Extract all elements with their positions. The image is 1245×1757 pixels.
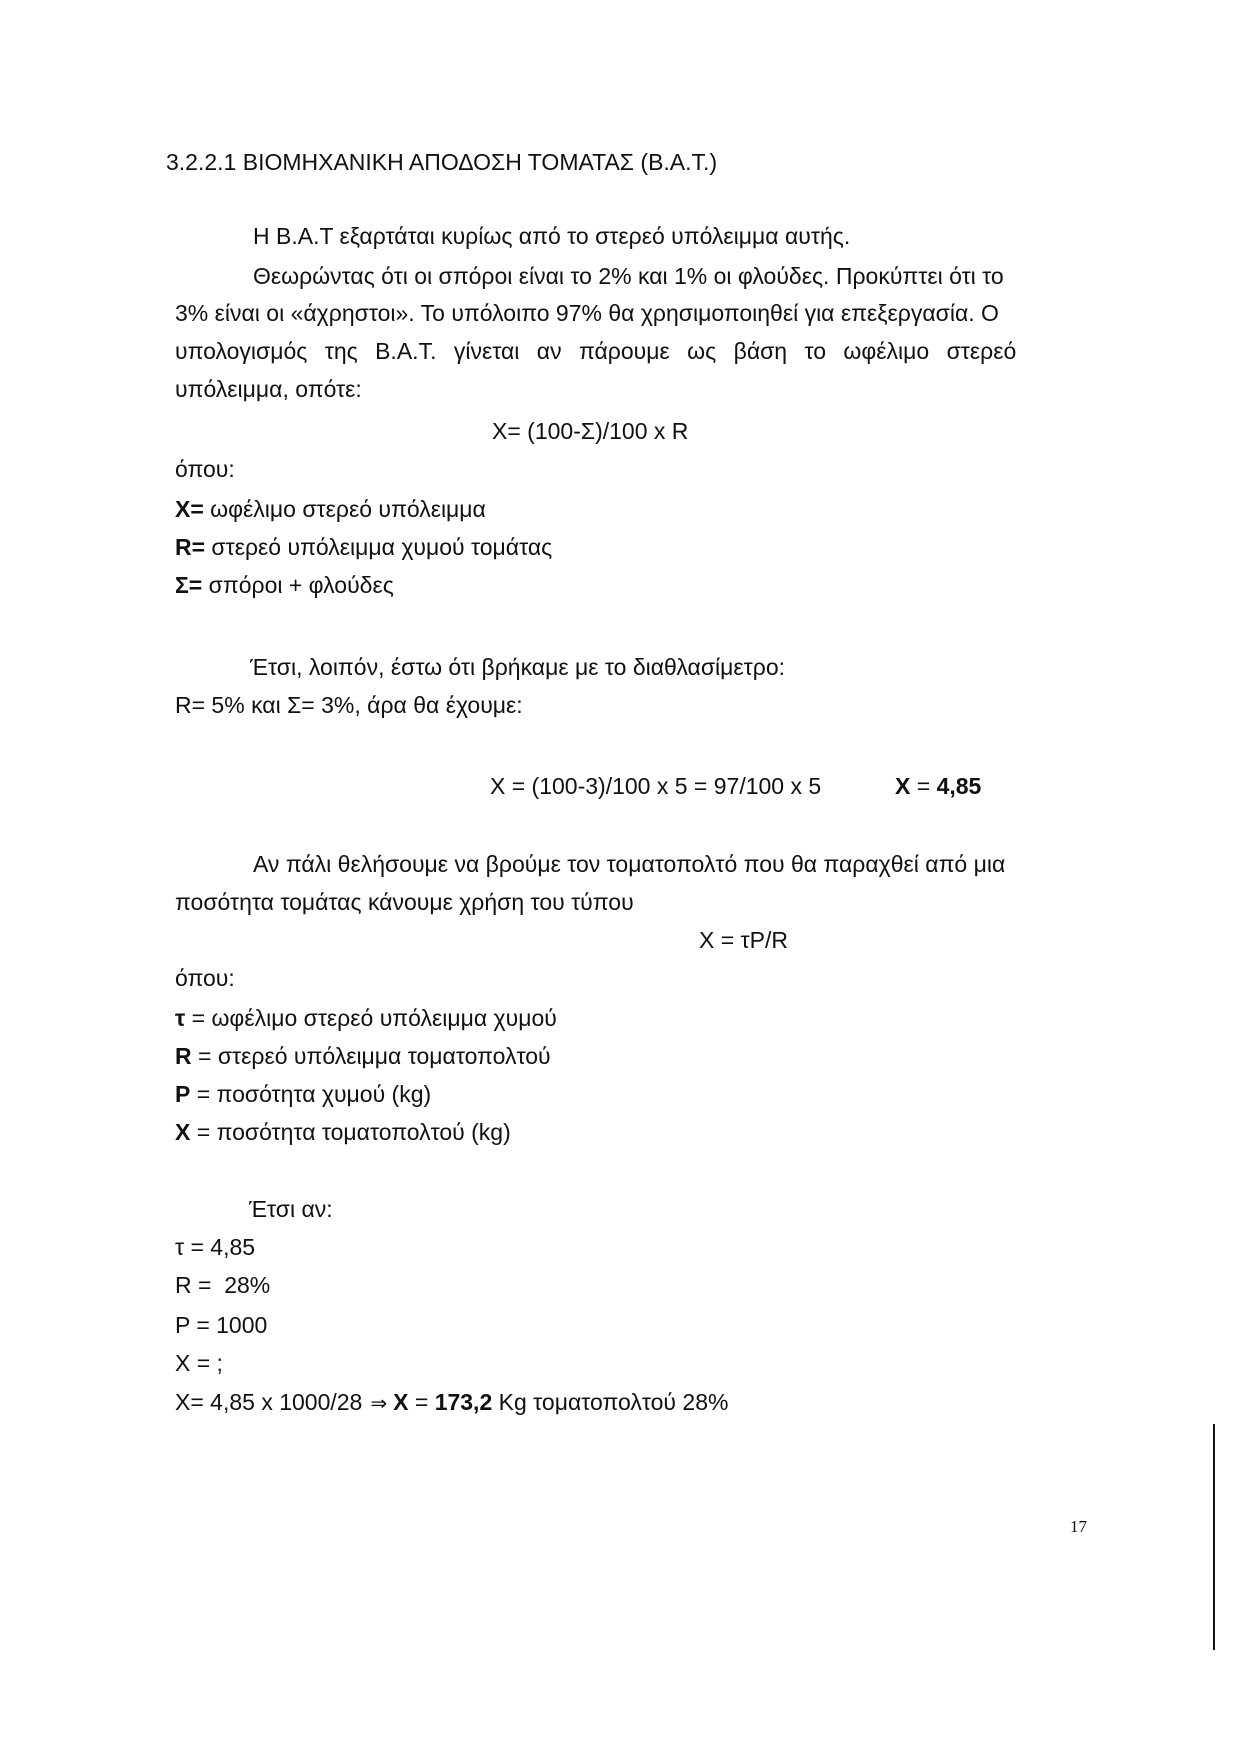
definition-r	[175, 533, 552, 561]
symbol-t: τ	[175, 1005, 186, 1031]
right-margin-rule	[1213, 1424, 1215, 1650]
final-symbol: X	[393, 1389, 409, 1415]
final-calculation	[175, 1388, 728, 1418]
calculation-1: Χ = (100-3)/100 x 5 = 97/100 x 5	[490, 773, 822, 799]
definition-x-2	[175, 1118, 511, 1146]
definition-s-text: σπόροι + φλούδες	[202, 572, 394, 598]
second-line-1: Αν πάλι θελήσουμε να βρούμε τον τοματοπολτό που θα παραχθεί από μια	[253, 851, 1006, 877]
definition-p	[175, 1080, 431, 1108]
second-line-2: ποσότητα τομάτας κάνουμε χρήση του τύπου	[175, 889, 634, 915]
result-1-symbol: X	[895, 773, 911, 799]
given-r: R = 28%	[175, 1272, 271, 1298]
definition-r-2-text: = στερεό υπόλειμμα τοματοπολτού	[191, 1043, 551, 1069]
intro-line-1: Η Β.Α.Τ εξαρτάται κυρίως από το στερεό υπόλειμμα αυτής.	[253, 223, 851, 249]
intro-line-2: Θεωρώντας ότι οι σπόροι είναι το 2% και 1% οι φλούδες. Προκύπτει ότι το	[253, 263, 1004, 289]
definition-x	[175, 495, 486, 523]
symbol-x: X=	[175, 496, 204, 522]
symbol-s: Σ=	[175, 572, 203, 598]
given-t: τ = 4,85	[175, 1234, 256, 1260]
symbol-p: P	[175, 1081, 191, 1107]
result-1	[895, 772, 981, 800]
definition-t-text: = ωφέλιμο στερεό υπόλειμμα χυμού	[185, 1005, 557, 1031]
definition-x-text: ωφέλιμο στερεό υπόλειμμα	[203, 496, 486, 522]
result-1-equals: =	[910, 773, 937, 799]
example-1-line-2: R= 5% και Σ= 3%, άρα θα έχουμε:	[175, 692, 523, 718]
result-1-value: 4,85	[936, 773, 982, 799]
intro-line-4: υπολογισμός της Β.Α.Τ. γίνεται αν πάρουμε ως βάση το ωφέλιμο στερεό	[175, 338, 1017, 364]
definition-r-text: στερεό υπόλειμμα χυμού τομάτας	[205, 534, 553, 560]
page-number: 17	[1070, 1517, 1087, 1536]
final-unit: Kg τοματοπολτού 28%	[492, 1389, 729, 1415]
given-p: P = 1000	[175, 1312, 268, 1338]
final-value: 173,2	[434, 1389, 493, 1415]
definition-t	[175, 1004, 557, 1032]
symbol-r: R=	[175, 534, 206, 560]
implies-arrow-icon: ⇒	[370, 1393, 388, 1415]
definition-p-text: = ποσότητα χυμού (kg)	[190, 1081, 432, 1107]
formula-2: Χ = τΡ/R	[699, 927, 788, 953]
document-page	[0, 92, 1245, 1757]
definition-r-2	[175, 1042, 551, 1070]
intro-line-5: υπόλειμμα, οπότε:	[175, 376, 362, 402]
example-1-line-1: Έτσι, λοιπόν, έστω ότι βρήκαμε με το διαθλασίμετρο:	[250, 654, 786, 680]
formula-1: Χ= (100-Σ)/100 x R	[492, 418, 689, 444]
definition-s	[175, 571, 394, 599]
symbol-r-2: R	[175, 1043, 192, 1069]
example-2-intro: Έτσι αν:	[249, 1196, 333, 1222]
final-equals: =	[408, 1389, 435, 1415]
definition-x-2-text: = ποσότητα τοματοπολτού (kg)	[190, 1119, 511, 1145]
where-label-2: όπου:	[175, 965, 235, 991]
where-label-1: όπου:	[175, 456, 235, 482]
intro-line-3: 3% είναι οι «άχρηστοι». Το υπόλοιπο 97% θα χρησιμοποιηθεί για επεξεργασία. Ο	[175, 300, 999, 326]
given-x: X = ;	[175, 1350, 223, 1376]
symbol-x-2: X	[175, 1119, 191, 1145]
final-calc-text: Χ= 4,85 x 1000/28	[175, 1389, 363, 1415]
section-heading: 3.2.2.1 ΒΙΟΜΗΧΑΝΙΚΗ ΑΠΟΔΟΣΗ ΤΟΜΑΤΑΣ (Β.Α.Τ.)	[166, 149, 718, 175]
